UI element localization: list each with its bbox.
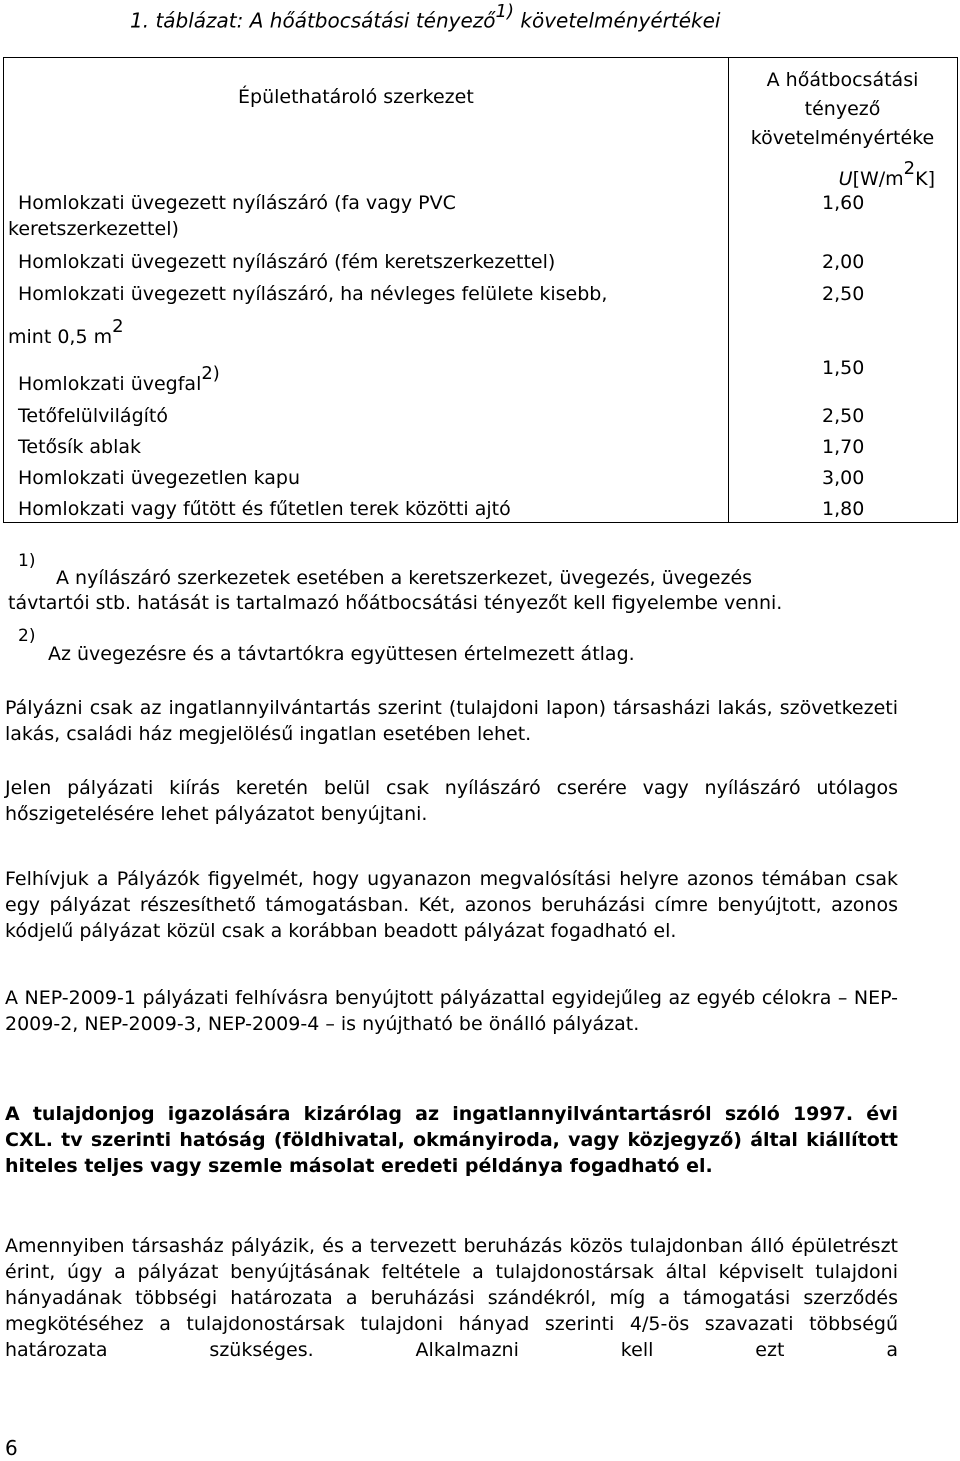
row-value: 1,50 [822, 357, 865, 379]
table-row: Homlokzati üvegfal2) [18, 363, 220, 395]
header-value: A hőátbocsátási tényező követelményértéke U[W/m2K] [730, 66, 955, 194]
table-row: Homlokzati üvegezetlen kapu [18, 467, 301, 489]
row-value: 1,80 [822, 498, 865, 520]
header-unit: U[W/m2K] [838, 158, 935, 190]
footnote-1-line2: távtartói stb. hatását is tartalmazó hőátbocsátási tényezőt kell figyelembe venni. [8, 592, 783, 614]
paragraph-eligibility: Pályázni csak az ingatlannyilvántartás szerint (tulajdoni lapon) társasházi lakás, szövetkezeti lakás, családi ház megjelölésű ingatlan esetében lehet. [5, 697, 898, 745]
paragraph-nep: A NEP-2009-1 pályázati felhívásra benyújtott pályázattal egyidejűleg az egyéb célokra – NEP-2009-2, NEP-2009-3, NEP-2009-4 – is nyújtható be önálló pályázat. [5, 987, 898, 1035]
table-row: Homlokzati üvegezett nyílászáró, ha névleges felülete kisebb, [18, 283, 608, 305]
table-row: Tetősík ablak [18, 436, 141, 458]
table-row: Homlokzati üvegezett nyílászáró (fém keretszerkezettel) [18, 251, 556, 273]
table-row-cont: mint 0,5 m2 [8, 316, 124, 348]
header-structure: Épülethatároló szerkezet [238, 86, 474, 108]
row-value: 2,50 [822, 283, 865, 305]
row-value: 2,00 [822, 251, 865, 273]
row-value: 2,50 [822, 405, 865, 427]
row-value: 3,00 [822, 467, 865, 489]
paragraph-condominium: Amennyiben társasház pályázik, és a tervezett beruházás közös tulajdonban álló épületrészt érint, úgy a pályázat benyújtásának feltétele a tulajdonostársak által képviselt tulajdoni hányadának többségi határozata a beruházási szándékról, míg a támogatási szerződés megkötéséhez a tulajdonostársak tulajdoni hányad szerinti 4/5-ös szavazati többségű határozata szükséges. Alkalmazni kell ezt a [5, 1235, 898, 1361]
footnote-1-line1: A nyílászáró szerkezetek esetében a keretszerkezet, üvegezés, üvegezés [56, 567, 753, 589]
footnote-1-mark: 1) [18, 551, 36, 571]
row-value: 1,60 [822, 192, 865, 214]
table-column-divider [728, 57, 729, 523]
footnote-2-text: Az üvegezésre és a távtartókra együttesen értelmezett átlag. [48, 643, 635, 665]
footnote-2-mark: 2) [18, 626, 36, 646]
row-value: 1,70 [822, 436, 865, 458]
paragraph-single-application: Felhívjuk a Pályázók figyelmét, hogy ugyanazon megvalósítási helyre azonos témában csak egy pályázat részesíthető támogatásban. Két, azonos beruházási címre benyújtott, azonos kódjelű pályázat közül csak a korábban beadott pályázat fogadható el. [5, 868, 898, 942]
table-row-cont: keretszerkezettel) [8, 218, 179, 240]
table-title: 1. táblázat: A hőátbocsátási tényező$^{1)}$ követelményértékei [130, 1, 721, 33]
table-row: Homlokzati üvegezett nyílászáró (fa vagy PVC [18, 192, 456, 214]
paragraph-scope: Jelen pályázati kiírás keretén belül csak nyílászáró cserére vagy nyílászáró utólagos hőszigetelésére lehet pályázatot benyújtani. [5, 777, 898, 825]
table-row: Tetőfelülvilágító [18, 405, 168, 427]
page-number: 6 [5, 1436, 18, 1460]
table-row: Homlokzati vagy fűtött és fűtetlen terek közötti ajtó [18, 498, 511, 520]
paragraph-ownership-proof: A tulajdonjog igazolására kizárólag az ingatlannyilvántartásról szóló 1997. évi CXL. tv szerinti hatóság (földhivatal, okmányiroda, vagy közjegyző) által kiállított hiteles teljes vagy szemle másolat eredeti példánya fogadható el. [5, 1103, 898, 1177]
